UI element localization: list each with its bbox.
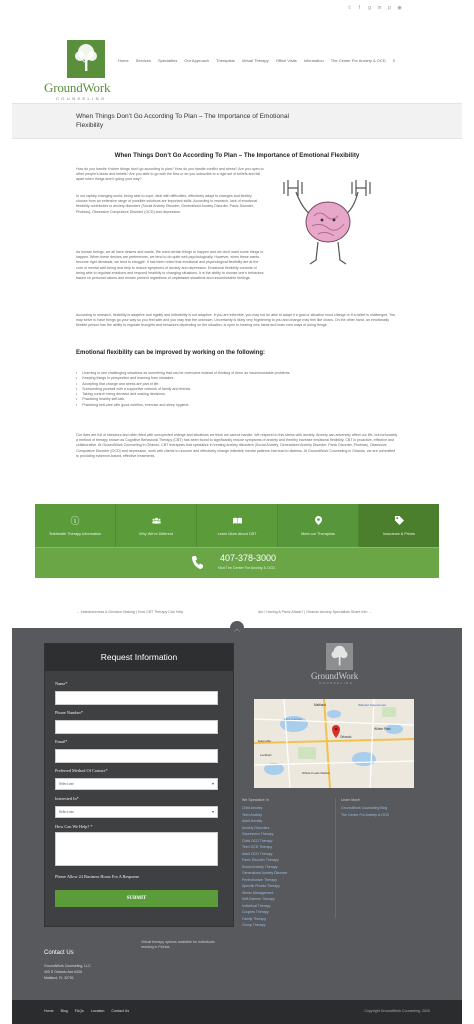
request-info-form <box>44 643 234 927</box>
article-paragraph: According to research, flexibility is adaptive and rigidity and inflexibility is not adaptive. If you are inflexible, you may not be able to adapt if a goal or situation must change or if a belief is challenged. You may strive to have things go your way so you feel safe and you may fear the unknown. Uncertainty is likely very frightening to you and change may feel like chaos. On the other hand, an emotionally flexible person has the ability to regulate thoughts and behaviors depending on the situation, is open to hearing new ideas and learn new ways of doing things. <box>76 313 396 328</box>
tree-logo-icon <box>67 40 105 78</box>
bottom-link-home[interactable]: Home <box>44 1009 54 1013</box>
email-input[interactable] <box>55 749 218 763</box>
article-title: When Things Don’t Go According To Plan – The Importance of Emotional Flexibility <box>114 152 360 159</box>
contact-line: GroundWork Counseling, LLC <box>44 964 91 968</box>
page-title-bar <box>12 103 462 139</box>
contact-method-select[interactable]: Select one ▾ <box>55 778 218 790</box>
nav-therapists[interactable]: Therapists <box>216 58 235 63</box>
footer-logo[interactable] <box>311 643 369 685</box>
map-label: Orlando <box>340 735 352 739</box>
learn-more-heading: Learn More! <box>341 798 361 802</box>
article-subheading: Emotional flexibility can be improved by working on the following: <box>76 350 266 356</box>
rss-icon[interactable]: ◉ <box>397 4 402 11</box>
tile-label: Telehealth Therapy Information <box>48 531 102 536</box>
twitter-icon[interactable]: 𝕥 <box>348 4 351 11</box>
tile-label: Learn More About CBT <box>217 531 257 536</box>
tag-icon <box>395 516 404 525</box>
tile-label: Why We’re Different <box>139 531 173 536</box>
search-icon[interactable]: ⌕ <box>392 58 396 64</box>
contact-line: 400 S Orlando Ave #206 <box>44 970 83 974</box>
phone-subtext[interactable]: Visit The Center For Anxiety & OCD <box>218 566 275 570</box>
map-label: Maitland <box>314 703 327 707</box>
specialty-link[interactable]: Self-Esteem Therapy <box>242 897 275 901</box>
specialty-link[interactable]: Anxiety Disorders <box>242 825 270 830</box>
info-icon: ⓘ <box>70 515 80 526</box>
bottom-nav <box>44 1009 129 1013</box>
specialty-link[interactable]: Stress Management <box>242 890 274 895</box>
article-paragraph: How do you handle it when things don’t go according to plan? How do you handle conflict and stress? Are you open to other people’s ideas and beliefs? Are you able to go with the flow or do you subscribe to a rigid set of beliefs and fall apart when things aren’t going your way? <box>76 167 264 182</box>
article-paragraph: Our lives are full of stressors and often filled with unexpected change and situations we think we cannot handle. We respond to this stress with anxiety. Anxiety can adversely affect our life, but fortunately a method of therapy known as Cognitive Behavioral Therapy (CBT) has been found to significantly reduce symptoms of anxiety and thereby increase emotional flexibility. CBT is proactive, effective and collaborative. At GroundWork Counseling in Orlando, CBT therapists that specialize in treating anxiety disorders (Social Anxiety, Generalized Anxiety Disorder, Panic Disorder, Phobias), Obsessive Compulsive Disorder (OCD) and depression, work with clients to uncover and effectively change inflexible mental patterns that lead to distress. At GroundWork Counseling in Orlando, we are committed to providing evidence-based, effective treatments. <box>76 433 398 458</box>
phone-input[interactable] <box>55 720 218 734</box>
bottom-link-faqs[interactable]: FAQs <box>74 1009 84 1013</box>
group-icon <box>152 516 161 525</box>
tile-label: Meet our Therapists <box>301 531 335 536</box>
site-logo[interactable] <box>44 40 130 101</box>
logo-text: GroundWork <box>44 80 111 95</box>
contact-line: Maitland, FL 32751 <box>44 976 74 980</box>
specialty-link[interactable]: Panic Disorder Therapy <box>242 858 279 862</box>
specialty-link[interactable]: Perfectionism Therapy <box>242 877 277 882</box>
phone-label: Phone Number* <box>55 710 84 715</box>
map-pin-icon <box>314 516 323 525</box>
nav-center-anxiety-ocd[interactable]: The Center For Anxiety & OCD <box>330 58 386 63</box>
list-item: • Taking control: being decisive and making decisions. <box>76 392 290 397</box>
tile-insurance[interactable] <box>359 504 439 547</box>
list-item: • Practicing healthy self-talk. <box>76 397 290 402</box>
map-label: Winter Park <box>374 727 391 731</box>
bottom-link-blog[interactable]: Blog <box>60 1009 68 1013</box>
nav-our-approach[interactable]: Our Approach <box>184 58 210 63</box>
specialty-link[interactable]: Child Anxiety <box>242 806 263 810</box>
chevron-up-icon: ︿ <box>233 626 240 633</box>
googleplus-icon[interactable]: g <box>368 4 371 11</box>
specialty-link[interactable]: Couples Therapy <box>242 910 269 914</box>
tree-logo-icon <box>326 643 353 670</box>
tile-label: Insurance & Prices <box>383 531 415 536</box>
book-icon <box>233 516 242 525</box>
tile-learn-cbt[interactable] <box>197 504 278 547</box>
list-item: • Practicing self-care with good nutrition, exercise and sleep hygiene. <box>76 403 290 408</box>
bottom-link-contact[interactable]: Contact Us <box>111 1009 130 1013</box>
tile-why-different[interactable] <box>116 504 197 547</box>
bottom-link-location[interactable]: Location <box>90 1009 105 1013</box>
map-label: Lake Ivanhoe <box>284 717 303 721</box>
phone-number[interactable]: 407-378-3000 <box>220 553 277 563</box>
tips-list <box>76 371 290 408</box>
footer-logo-text: GroundWork <box>311 671 359 681</box>
submit-button[interactable]: SUBMIT <box>55 890 218 907</box>
brain-lifting-weights-illustration <box>274 166 384 276</box>
nav-specialties[interactable]: Specialties <box>158 58 178 63</box>
facebook-icon[interactable]: f <box>358 4 361 11</box>
copyright: Copyright GroundWork Counseling, 2020 <box>364 1009 430 1013</box>
map-label: Whole Foods Market <box>302 771 330 775</box>
specialty-link[interactable]: Family Therapy <box>242 916 267 921</box>
map-label: Walmart Supercenter <box>358 703 387 707</box>
list-item: • Learning to see challenging situations as something that can be overcome instead of thinking of them as insurmountable problems. <box>76 371 290 376</box>
list-item: • Keeping things in perspective and learning from mistakes. <box>76 376 290 381</box>
specialty-link[interactable]: Adult Anxiety <box>242 819 263 823</box>
tile-therapists[interactable] <box>278 504 359 547</box>
footer-logo-subtext: COUNSELING <box>319 681 354 685</box>
virtual-therapy-note: Virtual therapy options available for individuals residing in Florida. <box>141 940 215 950</box>
interested-in-select[interactable]: Select one ▾ <box>55 806 218 818</box>
specialty-link[interactable]: Generalized Anxiety Disorder <box>242 871 288 875</box>
contact-method-label: Preferred Method Of Contact* <box>55 768 108 773</box>
interested-in-label: Interested In* <box>55 796 79 801</box>
name-input[interactable] <box>55 691 218 705</box>
specialize-heading: We Specialize In <box>242 798 269 802</box>
specialty-link[interactable]: Specific Phobia Therapy <box>242 884 280 888</box>
specialty-link[interactable]: Depression Therapy <box>242 832 274 836</box>
specialize-list <box>242 805 287 929</box>
nav-home[interactable]: Home <box>118 58 129 63</box>
tile-telehealth[interactable] <box>35 504 116 547</box>
pinterest-icon[interactable]: p <box>388 4 391 11</box>
learn-more-link[interactable]: GroundWork Counseling Blog <box>341 806 388 810</box>
cta-banner <box>35 504 439 578</box>
phone-icon <box>192 556 204 570</box>
specialty-link[interactable]: Individual Therapy <box>242 903 271 908</box>
contact-heading: Contact Us <box>44 950 74 956</box>
learn-more-list <box>341 805 389 818</box>
specialty-link[interactable]: Group Therapy <box>242 923 266 927</box>
specialty-link[interactable]: Social Anxiety Therapy <box>242 864 278 869</box>
form-title: Request Information <box>45 644 233 671</box>
response-note: Please Allow 24 Business Hours For A Response <box>55 874 140 879</box>
previous-post-link[interactable]: ← Indecisiveness & Decision Making | How CBT Therapy Can Help <box>76 610 184 614</box>
nav-services[interactable]: Services <box>135 58 152 63</box>
nav-information[interactable]: Information <box>303 58 324 63</box>
specialty-link[interactable]: Teen Anxiety <box>242 812 262 817</box>
logo-subtext: COUNSELING <box>56 96 107 101</box>
nav-virtual-therapy[interactable]: Virtual Therapy <box>241 58 269 63</box>
name-label: Name* <box>55 681 68 686</box>
help-label: How Can We Help? * <box>55 824 93 829</box>
scroll-to-top-button[interactable] <box>230 621 244 635</box>
list-item: • Surrounding yourself with a supportive network of family and friends. <box>76 387 290 392</box>
phone-cta[interactable] <box>35 547 439 578</box>
footer-divider <box>335 798 336 918</box>
main-nav <box>118 58 395 64</box>
specialty-link[interactable]: Child OCD Therapy <box>242 838 273 843</box>
next-post-link[interactable]: Am I Having A Panic Attack? | Orlando Anxiety Specialists Share Info → <box>258 610 372 614</box>
help-textarea[interactable] <box>55 832 218 866</box>
location-map[interactable] <box>254 699 414 788</box>
article-paragraph: As human beings, we all have desires and wants. We want certain things to happen and we don’t want some things to happen. When these desires are preferences, we tend to do quite well psychologically. However, when these wants become rigid demands, we tend to struggle. It has been noted that emotional and psychological flexibility are at the core of mental well-being and help to reduce symptoms of anxiety and depression. Emotional flexibility consists of being able to regulate emotions and respond healthily to changing situations. It is the ability to choose one’s behaviors based on personal values and remain present regardless of unpleasant situations and uncomfortable feelings. <box>76 250 264 281</box>
specialty-link[interactable]: Teen OCD Therapy <box>242 845 273 849</box>
page-title: When Things Don’t Go According To Plan – The Importance of Emotional Flexibility <box>76 113 289 129</box>
social-links <box>347 5 402 10</box>
nav-office-visits[interactable]: Office Visits <box>275 58 297 63</box>
learn-more-link[interactable]: The Center For Anxiety & OCD <box>341 812 390 817</box>
list-item: • Accepting that change and stress are part of life. <box>76 382 290 387</box>
email-label: Email* <box>55 739 68 744</box>
map-label: Lockhart <box>260 753 272 757</box>
map-label: Eatonville <box>258 739 272 743</box>
linkedin-icon[interactable]: in <box>377 4 382 11</box>
article-paragraph: In our rapidly changing world, being able to cope, deal with difficulties, effectively adapt to changes and flexibly choose from an extensive range of possible solutions are important skills. According to research, lack of emotional flexibility contributes to anxiety disorders (Social Anxiety Disorder, Generalized Anxiety Disorder, Panic Disorder, Phobias), Obsessive Compulsive Disorder (OCD) and depression. <box>76 194 258 214</box>
specialty-link[interactable]: Adult OCD Therapy <box>242 851 273 856</box>
bottom-bar <box>12 1000 462 1024</box>
